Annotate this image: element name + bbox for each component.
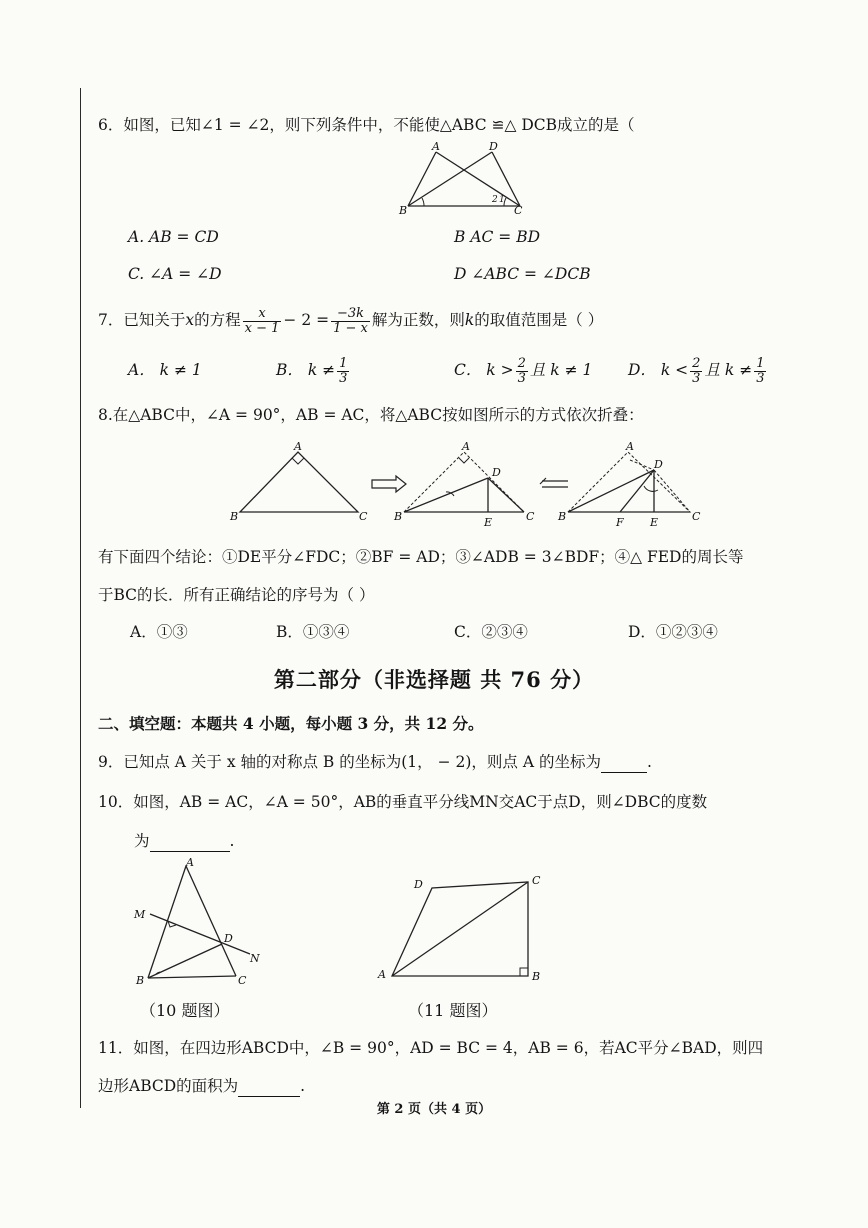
q7-c-pre: C． k > — [454, 361, 514, 379]
q10-text: 10．如图，AB = AC，∠A = 50°，AB的垂直平分线MN交AC于点D，则∠DBC的度数 — [98, 793, 708, 811]
q11-end: . — [300, 1077, 306, 1095]
q7-end: 的取值范围是（ ） — [474, 311, 604, 329]
binding-margin-line — [80, 88, 81, 1108]
q8-f3-label-b: B — [558, 510, 567, 523]
q8-f2-label-c: C — [526, 510, 535, 523]
q8-f2-label-a: A — [462, 440, 470, 453]
q8-figure-1 — [228, 440, 378, 525]
section-title: 第二部分（非选择题 共 76 分） — [273, 667, 595, 692]
q8-f2-label-b: B — [394, 510, 403, 523]
q7-f1-den: x − 1 — [244, 320, 280, 336]
q7-b-num: 1 — [339, 355, 348, 371]
q7-mid: 的方程 — [194, 311, 241, 329]
q6-label-b: B — [399, 204, 408, 217]
q7-d-den: 3 — [692, 370, 701, 386]
q11-line2-text: 边形ABCD的面积为 — [98, 1077, 239, 1095]
q10-label-a: A — [186, 856, 194, 869]
q8-conclusions-line2: 于BC的长．所有正确结论的序号为（ ） — [98, 586, 375, 604]
q11-label-d: D — [414, 878, 423, 891]
q7-c-den: 3 — [517, 370, 526, 386]
q8-f3-label-f: F — [616, 516, 624, 529]
q7-option-c — [454, 352, 592, 388]
q8-conclusions: 有下面四个结论：①DE平分∠FDC；②BF = AD；③∠ADB = 3∠BDF；④△ FED的周长等 — [98, 548, 744, 566]
q6-label-2: 2 — [492, 195, 498, 205]
q8-stem: 8.在△ABC中，∠A = 90°，AB = AC，将△ABC按如图所示的方式依次折叠： — [98, 406, 644, 424]
q8-f3-label-d: D — [654, 458, 663, 471]
q7-d-frac1 — [690, 357, 702, 386]
q8-figure-3 — [560, 440, 710, 530]
q7-d-num: 2 — [692, 355, 701, 371]
q11-label-a: A — [378, 968, 386, 981]
q7-post: 解为正数，则 — [371, 311, 465, 329]
q6-label-d: D — [489, 140, 498, 153]
q6-label-1: 1 — [499, 195, 505, 205]
q8-option-a: A．①③ — [130, 623, 188, 641]
q7-var-x: x — [185, 311, 195, 329]
q8-f3-label-e: E — [650, 516, 659, 529]
q7-d-num2: 1 — [756, 355, 765, 371]
q7-d-frac2 — [754, 357, 766, 386]
q7-c-num: 2 — [517, 355, 526, 371]
q8-option-d: D．①②③④ — [628, 623, 718, 641]
q6-figure — [396, 140, 536, 220]
q10-label-d: D — [224, 932, 233, 945]
q6-label-a: A — [432, 140, 440, 153]
q9-text — [98, 752, 652, 773]
q10-end: . — [229, 832, 235, 850]
q7-stem — [98, 302, 603, 338]
q7-option-d — [628, 352, 768, 388]
q10-answer-blank — [150, 831, 230, 852]
q11-label-c: C — [532, 874, 541, 887]
q6-option-c: C. ∠A = ∠D — [128, 265, 222, 283]
q7-c-frac — [516, 357, 528, 386]
q8-f3-label-a: A — [626, 440, 634, 453]
q11-label-b: B — [532, 970, 541, 983]
q8-f2-label-e: E — [484, 516, 493, 529]
q8-option-b: B．①③④ — [276, 623, 350, 641]
q10-caption: （10 题图） — [140, 1001, 230, 1020]
page-footer: 第 2 页（共 4 页） — [376, 1102, 492, 1117]
q7-d-pre: D． k < — [628, 361, 689, 379]
q7-minus2: − 2 = — [283, 311, 330, 329]
q8-f3-label-c: C — [692, 510, 701, 523]
q8-f2-label-d: D — [492, 466, 501, 479]
q10-label-c: C — [238, 974, 247, 987]
q7-var-k: k — [464, 311, 475, 329]
q6-option-a: A. AB = CD — [128, 228, 219, 246]
q10-label-m: M — [134, 908, 146, 921]
q11-figure — [376, 866, 556, 986]
q11-line2 — [98, 1076, 305, 1097]
q11-answer-blank — [238, 1076, 300, 1097]
fill-blank-header: 二、填空题：本题共 4 小题，每小题 3 分，共 12 分。 — [98, 714, 484, 733]
q7-d-den2: 3 — [756, 370, 765, 386]
q7-d-mid: 且 k ≠ — [704, 361, 753, 379]
q7-b-den: 3 — [339, 370, 348, 386]
q10-line2-text: 为 — [134, 832, 150, 850]
q7-option-b — [276, 352, 351, 388]
q9-answer-blank — [601, 752, 647, 773]
q6-label-c: C — [514, 204, 523, 217]
q7-fraction-2 — [331, 307, 370, 336]
q9-text-body: 9．已知点 A 关于 x 轴的对称点 B 的坐标为(1， − 2)，则点 A 的坐标为 — [98, 753, 601, 771]
q7-b-pre: B． k ≠ — [276, 361, 336, 379]
q6-option-d: D ∠ABC = ∠DCB — [454, 265, 591, 283]
q7-f1-num: x — [243, 307, 282, 322]
q11-caption: （11 题图） — [408, 1001, 498, 1020]
q7-option-a: A． k ≠ 1 — [128, 361, 202, 379]
q10-line2 — [134, 831, 234, 852]
q7-f2-num: −3k — [331, 307, 370, 322]
q8-f1-label-a: A — [294, 440, 302, 453]
q10-figure — [130, 858, 280, 990]
q8-f1-label-c: C — [359, 510, 368, 523]
q7-b-frac — [337, 357, 349, 386]
q7-f2-den: 1 − x — [333, 320, 368, 336]
q6-option-b: B AC = BD — [454, 228, 541, 246]
q10-label-b: B — [136, 974, 145, 987]
q8-option-c: C．②③④ — [454, 623, 528, 641]
q7-c-post: 且 k ≠ 1 — [529, 361, 593, 379]
q6-stem: 6．如图，已知∠1 = ∠2，则下列条件中，不能使△ABC ≌△ DCB成立的是（ — [98, 116, 635, 134]
q7-fraction-1 — [243, 307, 282, 336]
q8-f1-label-b: B — [230, 510, 239, 523]
q11-text: 11．如图，在四边形ABCD中，∠B = 90°，AD = BC = 4，AB = 6，若AC平分∠BAD，则四 — [98, 1039, 764, 1057]
q8-figure-2 — [396, 440, 546, 530]
q10-label-n: N — [250, 952, 260, 965]
q7-pre: 7．已知关于 — [98, 311, 186, 329]
q9-end: . — [646, 753, 652, 771]
